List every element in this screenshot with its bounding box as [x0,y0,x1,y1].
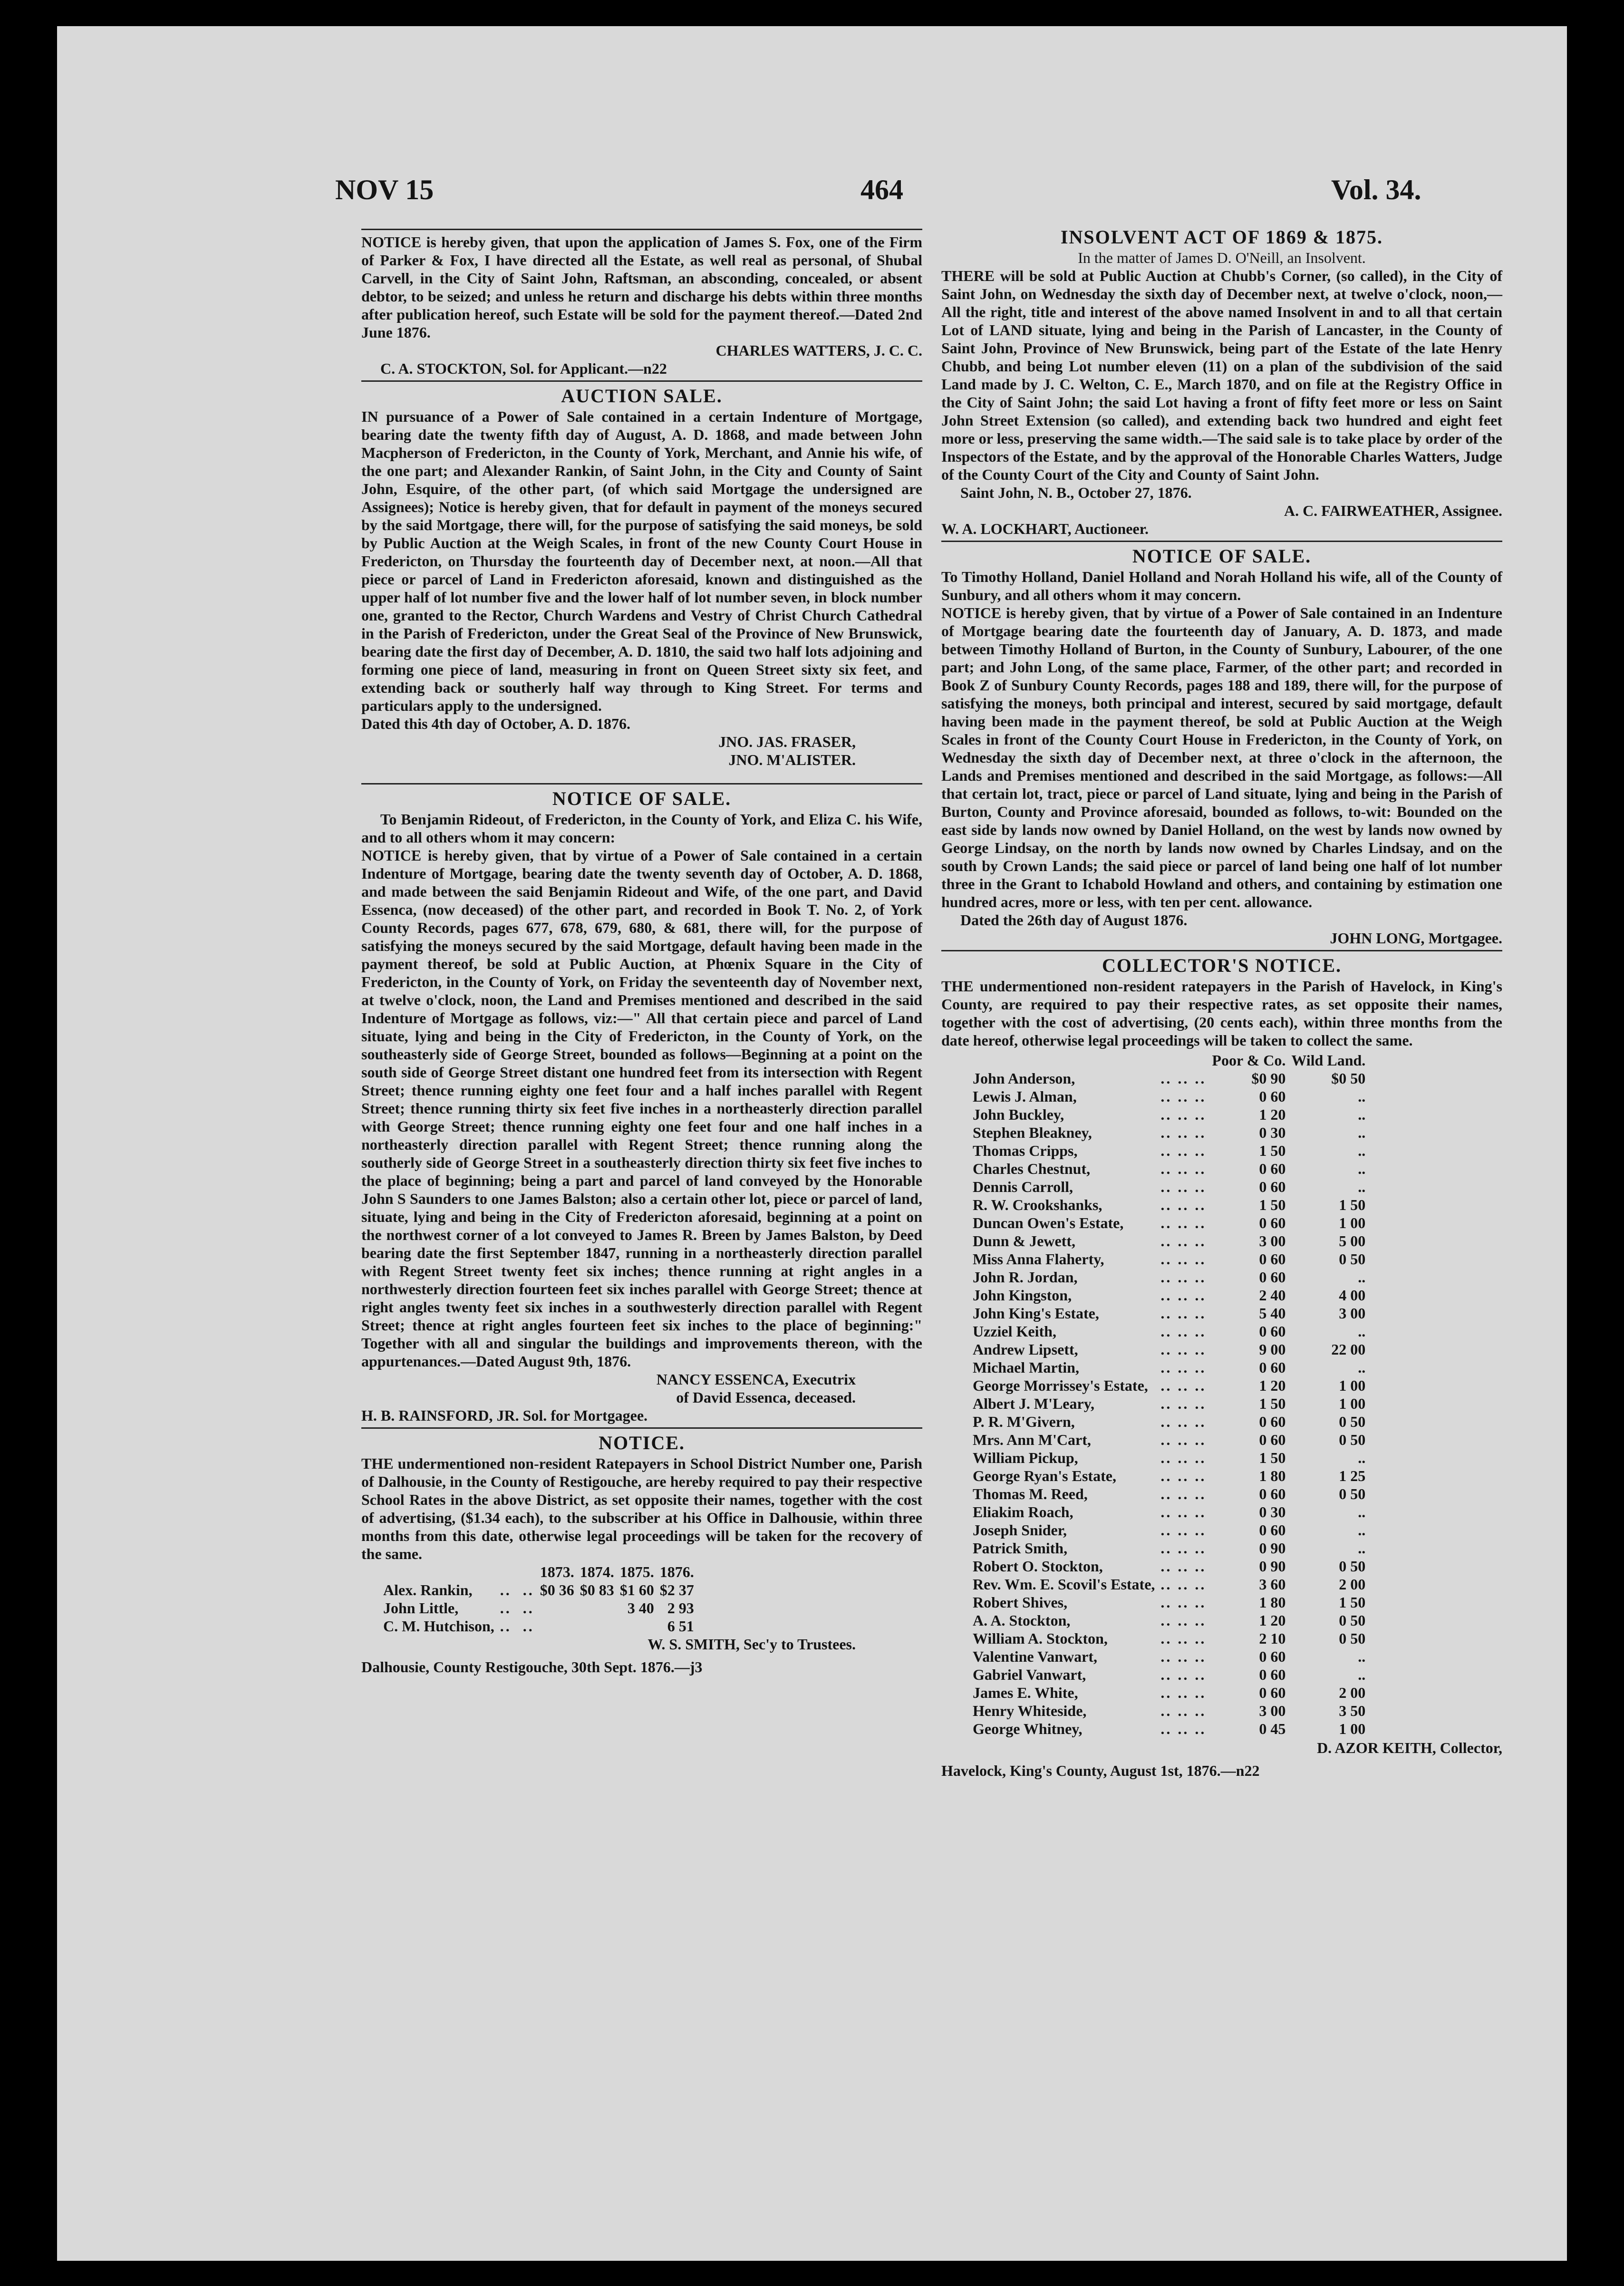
wild-land-value: .. [1358,1666,1366,1683]
wild-land-value: .. [1358,1521,1366,1539]
divider [361,1427,922,1429]
ratepayer-name: James E. White, [973,1684,1078,1701]
school-notice-signature: W. S. SMITH, Sec'y to Trustees. [648,1636,856,1653]
table-row [970,1196,1368,1214]
wild-land-value: 0 50 [1339,1630,1366,1647]
auction-sale-dated: Dated this 4th day of October, A. D. 1876. [361,715,630,732]
leader-dots: .. .. .. [1160,1485,1207,1502]
ratepayer-name: Henry Whiteside, [973,1702,1087,1719]
leader-dots: .. .. .. [1160,1503,1207,1521]
ratepayer-name: Patrick Smith, [973,1540,1068,1557]
ratepayer-name: John Little, [383,1599,459,1617]
ratepayer-name: Duncan Owen's Estate, [973,1214,1124,1231]
notice-carvell-signature: CHARLES WATTERS, J. C. C. [715,342,922,359]
notice-of-sale-signature-2: of David Essenca, deceased. [676,1389,856,1406]
rate-value: $0 83 [580,1581,614,1598]
poor-rate-value: 3 00 [1259,1232,1286,1250]
table-row [970,1485,1368,1503]
column-header-poor: Poor & Co. [1212,1052,1286,1069]
school-notice-title: NOTICE. [599,1432,685,1453]
rate-value [577,1617,617,1635]
poor-rate-value: 0 60 [1259,1323,1286,1340]
table-row [970,1449,1368,1467]
poor-rate-value: 2 10 [1259,1630,1286,1647]
poor-rate-value: 0 60 [1259,1521,1286,1539]
leader-dots: .. .. .. [1160,1449,1207,1466]
ratepayer-name: Dunn & Jewett, [973,1232,1075,1250]
table-row [970,1286,1368,1304]
leader-dots: .. .. .. [1160,1467,1207,1484]
table-row [380,1617,697,1635]
poor-rate-value: 1 80 [1259,1467,1286,1484]
collectors-notice-signature: D. AZOR KEITH, Collector, [1317,1739,1502,1756]
notice-carvell-solicitor: C. A. STOCKTON, Sol. for Applicant.—n22 [380,360,667,377]
ratepayer-name: Lewis J. Alman, [973,1088,1077,1105]
insolvent-act-dated: Saint John, N. B., October 27, 1876. [960,484,1192,501]
ratepayer-name: John Anderson, [973,1070,1075,1087]
poor-rate-value: 3 00 [1259,1702,1286,1719]
wild-land-value: .. [1358,1540,1366,1557]
notice-of-sale-body: NOTICE is hereby given, that by virtue of a Power of Sale contained in a certain Indenture of Mortgage, bearing date the twenty seventh day of October, A. D. 1868, and made between the said Benjamin Rideout and Wife, of the one part, and David Essenca, (now deceased) of the other part, and recorded in Book T. No. 2, of York County Records, pages 677, 678, 679, 680, & 681, there will, for the purpose of satisfying the moneys secured by the said Mortgage, default having been made in the payment thereof, be sold at Public Auction, at Phœnix Square in the City of Fredericton, in the County of York, on Friday the seventeenth day of November next, at twelve o'clock, noon, the Land and Premises mentioned and described in the said Indenture of Mortgage as follows, viz:—" All that certain piece and parcel of Land situate, lying and being in the City of Fredericton, in the County of York, on the southeasterly side of George Street, bounded as follows—Beginning at a point on the south side of George Street distant one hundred feet from its intersection with Regent Street; thence running eighty one feet four and a half inches parallel with Regent Street; thence running thirty six feet five inches in a northeasterly direction parallel with George Street; thence running eighty one feet four and one half inches in a northeasterly direction parallel with Regent Street; thence running along the southerly side of George Street in a southeasterly direction thirty six feet five inches to the place of beginning; being a part and parcel of land conveyed by the Honorable John S Saunders to one James Balston; also a certain other lot, piece or parcel of land, situate, lying and being in the City of Fredericton aforesaid, beginning at a point on the northwest corner of a lot conveyed to James R. Breen by James Balston, by Deed bearing date the first September 1847, running in a northeasterly direction parallel with Regent Street twenty feet six inches; thence running at right angles in a northwesterly direction fourteen feet six inches parallel with George Street; thence at right angles twenty feet six inches in a southwesterly direction parallel with Regent Street; thence at right angles fourteen feet six inches to the place of beginning:" Together with all and singular the buildings and improvements thereon, with the appurtenances.—Dated August 9th, 1876. [361,847,922,1370]
ratepayer-name: John King's Estate, [973,1305,1099,1322]
ratepayer-name: Gabriel Vanwart, [973,1666,1086,1683]
ratepayer-name: Alex. Rankin, [383,1581,473,1598]
wild-land-value: .. [1358,1178,1366,1195]
poor-rate-value: 0 60 [1259,1088,1286,1105]
poor-rate-value: 3 60 [1259,1576,1286,1593]
rate-value: $2 37 [659,1581,694,1598]
wild-land-value: 1 50 [1339,1196,1366,1213]
ratepayer-name: R. W. Crookshanks, [973,1196,1102,1213]
notice-of-sale-address: To Benjamin Rideout, of Fredericton, in the County of York, and Eliza C. his Wife, and to all others whom it may concern: [361,811,922,846]
school-notice-body: THE undermentioned non-resident Ratepayers in School District Number one, Parish of Dalhousie, in the County of Restigouche, are hereby required to pay their respective School Rates in the above District, as set opposite their names, together with the cost of advertising, ($1.34 each), to the subscriber at his Office in Dalhousie, within three months from this date, otherwise legal proceedings will be taken for the recovery of the same. [361,1455,922,1562]
notice-of-sale-body: NOTICE is hereby given, that by virtue of a Power of Sale contained in an Indenture of Mortgage bearing date the fourteenth day of January, A. D. 1873, and made between Timothy Holland of Burton, in the County of Sunbury, Labourer, of the one part; and John Long, of the same place, Farmer, of the other part; and recorded in Book Z of Sunbury County Records, pages 188 and 189, there will, for the purpose of satisfying the moneys, both principal and interest, secured by said mortgage, default having been made in the payment thereof, be sold at Public Auction at the Weigh Scales in front of the County Court House in Fredericton, in the County of York, on Wednesday the sixth day of December next, at three o'clock in the afternoon, the Lands and Premises mentioned and described in the said Mortgage, as follows:—All that certain lot, tract, piece or parcel of Land situate, lying and being in the Parish of Burton, County and Province aforesaid, bounded as follows, to-wit: Bounded on the east side by lands now owned by Daniel Holland, on the west by lands now owned by George Lindsay, on the north by lands now owned by Charles Lindsay, and on the south by Crown Lands; the said piece or parcel of land being one half of lot number three in the Grant to Ichabold Howland and others, and containing by estimation one hundred acres, more or less, with ten per cent. allowance. [941,604,1502,911]
table-row [970,1684,1368,1702]
ratepayer-name: John R. Jordan, [973,1269,1078,1286]
table-row [970,1214,1368,1232]
wild-land-value: 3 50 [1339,1702,1366,1719]
volume-number: Vol. 34. [1331,174,1421,205]
auction-sale-signature-2: JNO. M'ALISTER. [728,751,856,768]
notice-of-sale-dated: Dated the 26th day of August 1876. [960,911,1188,929]
table-row [970,1539,1368,1557]
table-row [970,1322,1368,1340]
wild-land-value: .. [1358,1449,1366,1466]
wild-land-value: 0 50 [1339,1485,1366,1502]
ratepayer-name: Charles Chestnut, [973,1160,1091,1177]
leader-dots: .. .. .. [1160,1720,1207,1737]
rate-value [577,1599,617,1617]
wild-land-value: .. [1358,1106,1366,1123]
poor-rate-value: 0 60 [1259,1178,1286,1195]
leader-dots: .. .. .. [1160,1594,1207,1611]
poor-rate-value: 1 50 [1259,1395,1286,1412]
table-row [970,1720,1368,1738]
ratepayer-name: Andrew Lipsett, [973,1341,1078,1358]
wild-land-value: 3 00 [1339,1305,1366,1322]
leader-dots: .. .. .. [1160,1521,1207,1539]
poor-rate-value: 0 30 [1259,1124,1286,1141]
wild-land-value: 0 50 [1339,1250,1366,1268]
leader-dots: .. .. .. [1160,1341,1207,1358]
leader-dots: .. .. .. [1160,1142,1207,1159]
year-header: 1875. [619,1563,654,1580]
ratepayer-name: William A. Stockton, [973,1630,1108,1647]
table-row [970,1232,1368,1250]
poor-rate-value: 1 50 [1259,1196,1286,1213]
rate-value: $1 60 [619,1581,654,1598]
wild-land-value: 5 00 [1339,1232,1366,1250]
poor-rate-value: 0 60 [1259,1160,1286,1177]
table-row [970,1142,1368,1160]
notice-of-sale-title: NOTICE OF SALE. [1132,545,1312,567]
ratepayer-name: Thomas M. Reed, [973,1485,1088,1502]
notice-carvell-body: NOTICE is hereby given, that upon the application of James S. Fox, one of the Firm of Parker & Fox, I have directed all the Estate, as well real as personal, of Shubal Carvell, in the City of Saint John, Raftsman, an absconding, concealed, or absent debtor, to be seized; and unless he return and discharge his debts within three months after publication hereof, such Estate will be sold for the payment thereof.—Dated 2nd June 1876. [361,233,922,341]
wild-land-value: 1 00 [1339,1395,1366,1412]
poor-rate-value: 0 60 [1259,1431,1286,1448]
leader-dots: .. .. .. [1160,1214,1207,1231]
leader-dots: .. .. [500,1581,534,1598]
table-row [970,1575,1368,1593]
wild-land-value: .. [1358,1142,1366,1159]
rate-value [617,1617,657,1635]
table-row [970,1250,1368,1268]
ratepayer-name: George Whitney, [973,1720,1083,1737]
year-header: 1876. [659,1563,694,1580]
poor-rate-value: 0 60 [1259,1359,1286,1376]
ratepayer-name: John Kingston, [973,1287,1072,1304]
ratepayer-name: John Buckley, [973,1106,1064,1123]
wild-land-value: 2 00 [1339,1684,1366,1701]
collectors-notice-title: COLLECTOR'S NOTICE. [1102,955,1342,976]
leader-dots: .. .. [500,1599,534,1617]
ratepayer-name: Joseph Snider, [973,1521,1067,1539]
right-column [941,226,1502,1780]
insolvent-act-subtitle: In the matter of James D. O'Neill, an Insolvent. [1078,249,1366,266]
column-header-wild-land: Wild Land. [1291,1052,1366,1069]
table-row [970,1268,1368,1286]
leader-dots: .. .. .. [1160,1250,1207,1268]
rate-value: 3 40 [627,1599,654,1617]
poor-rate-value: 0 60 [1259,1684,1286,1701]
table-row [970,1178,1368,1196]
leader-dots: .. .. .. [1160,1684,1207,1701]
leader-dots: .. .. [500,1618,534,1635]
ratepayer-name: Dennis Carroll, [973,1178,1073,1195]
poor-rate-value: 1 20 [1259,1106,1286,1123]
school-notice-footer: Dalhousie, County Restigouche, 30th Sept. 1876.—j3 [361,1658,703,1676]
wild-land-value: 4 00 [1339,1287,1366,1304]
collectors-notice-footer: Havelock, King's County, August 1st, 1876.—n22 [941,1762,1260,1779]
poor-rate-value: 0 90 [1259,1540,1286,1557]
wild-land-value: 0 50 [1339,1431,1366,1448]
insolvent-act-auctioneer: W. A. LOCKHART, Auctioneer. [941,520,1149,537]
leader-dots: .. .. .. [1160,1576,1207,1593]
newspaper-page [57,26,1567,2261]
wild-land-value: .. [1358,1269,1366,1286]
divider [941,950,1502,951]
ratepayer-name: C. M. Hutchison, [383,1618,494,1635]
ratepayer-name: A. A. Stockton, [973,1612,1071,1629]
poor-rate-value: 0 30 [1259,1503,1286,1521]
leader-dots: .. .. .. [1160,1088,1207,1105]
wild-land-value: 1 00 [1339,1720,1366,1737]
notice-of-sale-signature: JOHN LONG, Mortgagee. [1330,930,1502,947]
wild-land-value: .. [1358,1648,1366,1665]
insolvent-act-title: INSOLVENT ACT OF 1869 & 1875. [1060,226,1383,248]
wild-land-value: 0 50 [1339,1413,1366,1430]
ratepayer-name: Albert J. M'Leary, [973,1395,1094,1412]
poor-rate-value: 0 90 [1259,1558,1286,1575]
school-rates-table [380,1563,697,1635]
wild-land-value: 1 25 [1339,1467,1366,1484]
leader-dots: .. .. .. [1160,1630,1207,1647]
wild-land-value: .. [1358,1160,1366,1177]
notice-of-sale-address: To Timothy Holland, Daniel Holland and Norah Holland his wife, all of the County of Sunbury, and all others whom it may concern. [941,568,1502,603]
rate-value: $0 36 [540,1581,574,1598]
auction-sale-signature-1: JNO. JAS. FRASER, [718,733,856,750]
poor-rate-value: 0 60 [1259,1214,1286,1231]
table-row [380,1599,697,1617]
wild-land-value: .. [1358,1088,1366,1105]
table-row [970,1593,1368,1611]
leader-dots: .. .. .. [1160,1305,1207,1322]
leader-dots: .. .. .. [1160,1612,1207,1629]
poor-rate-value: 0 60 [1259,1485,1286,1502]
table-header-row [380,1563,697,1581]
issue-date: NOV 15 [335,174,434,205]
table-row [970,1358,1368,1376]
poor-rate-value: 0 60 [1259,1250,1286,1268]
wild-land-value: 22 00 [1331,1341,1366,1358]
table-row [970,1431,1368,1449]
leader-dots: .. .. .. [1160,1124,1207,1141]
notice-of-sale-signature-1: NANCY ESSENCA, Executrix [656,1371,856,1388]
leader-dots: .. .. .. [1160,1413,1207,1430]
leader-dots: .. .. .. [1160,1648,1207,1665]
table-row [970,1503,1368,1521]
table-row [970,1304,1368,1322]
ratepayer-name: Robert O. Stockton, [973,1558,1103,1575]
insolvent-act-body: THERE will be sold at Public Auction at Chubb's Corner, (so called), in the City of Saint John, on Wednesday the sixth day of December next, at twelve o'clock, noon,—All the right, title and interest of the above named Insolvent in and to all that certain Lot of LAND situate, lying and being in the Parish of Lancaster, in the County of Saint John, Province of New Brunswick, being part of the Estate of the late Henry Chubb, and being Lot number eleven (11) on a plan of the subdivision of the said Land made by J. C. Welton, C. E., March 1870, and on file at the Registry Office in the City of Saint John; the said Lot having a front of fifty feet more or less on Saint John Street Extension (so called), and extending back two hundred and eight feet more or less, preserving the same width.—The said sale is to take place by order of the Inspectors of the Estate, and by the approval of the Honorable Charles Watters, Judge of the County Court of the City and County of Saint John. [941,267,1502,483]
wild-land-value: 2 00 [1339,1576,1366,1593]
leader-dots: .. .. .. [1160,1702,1207,1719]
poor-rate-value: 0 60 [1259,1648,1286,1665]
wild-land-value: .. [1358,1323,1366,1340]
collectors-notice-body: THE undermentioned non-resident ratepayers in the Parish of Havelock, in King's County, are required to pay their respective rates, as set opposite their names, together with the cost of advertising, (20 cents each), within three months from the date hereof, otherwise legal proceedings will be taken to collect the same. [941,978,1502,1049]
rate-value: 2 93 [667,1599,694,1617]
ratepayer-name: Stephen Bleakney, [973,1124,1092,1141]
leader-dots: .. .. .. [1160,1323,1207,1340]
page-number: 464 [860,174,903,205]
table-row [970,1647,1368,1666]
wild-land-value: .. [1358,1359,1366,1376]
poor-rate-value: 0 60 [1259,1269,1286,1286]
leader-dots: .. .. .. [1160,1431,1207,1448]
year-header: 1873. [540,1563,574,1580]
auction-sale-title: AUCTION SALE. [561,385,723,407]
wild-land-value: 0 50 [1339,1558,1366,1575]
table-row [970,1467,1368,1485]
poor-rate-value: 5 40 [1259,1305,1286,1322]
poor-rate-value: 9 00 [1259,1341,1286,1358]
table-row [970,1069,1368,1087]
wild-land-value: .. [1358,1124,1366,1141]
leader-dots: .. .. .. [1160,1178,1207,1195]
ratepayer-name: Michael Martin, [973,1359,1079,1376]
leader-dots: .. .. .. [1160,1106,1207,1123]
table-row [970,1395,1368,1413]
table-row [970,1557,1368,1575]
table-row [970,1413,1368,1431]
leader-dots: .. .. .. [1160,1269,1207,1286]
poor-rate-value: 1 20 [1259,1377,1286,1394]
left-column [361,226,922,1676]
ratepayer-name: P. R. M'Givern, [973,1413,1075,1430]
leader-dots: .. .. .. [1160,1196,1207,1213]
auction-sale-body: IN pursuance of a Power of Sale contained in a certain Indenture of Mortgage, bearing date the twenty fifth day of August, A. D. 1868, and made between John Macpherson of Fredericton, in the County of York, Merchant, and Annie his wife, of the one part; and Alexander Rankin, of Saint John, in the City and County of Saint John, Esquire, of the other part, (of which said Mortgage the undersigned are Assignees); Notice is hereby given, that for default in payment of the moneys secured by the said Mortgage, there will, for the purpose of satisfying the said moneys, be sold by Public Auction at the Weigh Scales, in front of the new County Court House in Fredericton, on Thursday the fourteenth day of December next, at noon.—All that piece or parcel of Land in Fredericton aforesaid, known and distinguished as the upper half of lot number five and the lower half of lot number seven, in block number one, granted to the Rector, Church Wardens and Vestry of Christ Church Cathedral in the Parish of Fredericton, under the Great Seal of the Province of New Brunswick, bearing date the first day of December, A. D. 1810, the said two half lots adjoining and forming one piece of land, measuring in front on Queen Street sixty six feet, and extending back or southerly half way through to King Street. For terms and particulars apply to the undersigned. [361,408,922,714]
insolvent-act-signature: A. C. FAIRWEATHER, Assignee. [1284,502,1502,519]
ratepayer-name: Rev. Wm. E. Scovil's Estate, [973,1576,1155,1593]
wild-land-value: $0 50 [1331,1070,1366,1087]
divider [361,783,922,785]
ratepayer-name: Mrs. Ann M'Cart, [973,1431,1091,1448]
table-row [970,1124,1368,1142]
divider [941,541,1502,542]
table-row [970,1087,1368,1105]
table-row [970,1521,1368,1539]
poor-rate-value: 1 50 [1259,1449,1286,1466]
table-row [970,1376,1368,1395]
ratepayer-name: Eliakim Roach, [973,1503,1073,1521]
collector-rates-table [970,1051,1368,1738]
rate-value [537,1599,577,1617]
leader-dots: .. .. .. [1160,1160,1207,1177]
wild-land-value: 0 50 [1339,1612,1366,1629]
poor-rate-value: 0 60 [1259,1413,1286,1430]
table-row [970,1611,1368,1629]
ratepayer-name: George Ryan's Estate, [973,1467,1116,1484]
ratepayer-name: William Pickup, [973,1449,1078,1466]
divider [361,380,922,382]
table-row [970,1105,1368,1124]
leader-dots: .. .. .. [1160,1558,1207,1575]
table-row [970,1629,1368,1647]
ratepayer-name: Robert Shives, [973,1594,1068,1611]
poor-rate-value: 2 40 [1259,1287,1286,1304]
table-row [970,1160,1368,1178]
year-header: 1874. [580,1563,614,1580]
leader-dots: .. .. .. [1160,1395,1207,1412]
poor-rate-value: 1 50 [1259,1142,1286,1159]
poor-rate-value: $0 90 [1251,1070,1286,1087]
notice-of-sale-title: NOTICE OF SALE. [552,788,732,809]
rate-value [537,1617,577,1635]
leader-dots: .. .. .. [1160,1232,1207,1250]
ratepayer-name: Miss Anna Flaherty, [973,1250,1104,1268]
wild-land-value: 1 00 [1339,1377,1366,1394]
leader-dots: .. .. .. [1160,1666,1207,1683]
table-row [970,1702,1368,1720]
ratepayer-name: Uzziel Keith, [973,1323,1056,1340]
leader-dots: .. .. .. [1160,1377,1207,1394]
notice-of-sale-solicitor: H. B. RAINSFORD, JR. Sol. for Mortgagee. [361,1407,648,1424]
wild-land-value: 1 50 [1339,1594,1366,1611]
table-row [970,1666,1368,1684]
divider [361,229,922,230]
ratepayer-name: Valentine Vanwart, [973,1648,1097,1665]
poor-rate-value: 0 60 [1259,1666,1286,1683]
rate-value: 6 51 [667,1618,694,1635]
leader-dots: .. .. .. [1160,1540,1207,1557]
ratepayer-name: Thomas Cripps, [973,1142,1078,1159]
table-row [970,1340,1368,1358]
leader-dots: .. .. .. [1160,1359,1207,1376]
leader-dots: .. .. .. [1160,1287,1207,1304]
poor-rate-value: 0 45 [1259,1720,1286,1737]
leader-dots: .. .. .. [1160,1070,1207,1087]
poor-rate-value: 1 80 [1259,1594,1286,1611]
table-header-row [970,1051,1368,1069]
wild-land-value: 1 00 [1339,1214,1366,1231]
ratepayer-name: George Morrissey's Estate, [973,1377,1148,1394]
wild-land-value: .. [1358,1503,1366,1521]
table-row [380,1581,697,1599]
poor-rate-value: 1 20 [1259,1612,1286,1629]
